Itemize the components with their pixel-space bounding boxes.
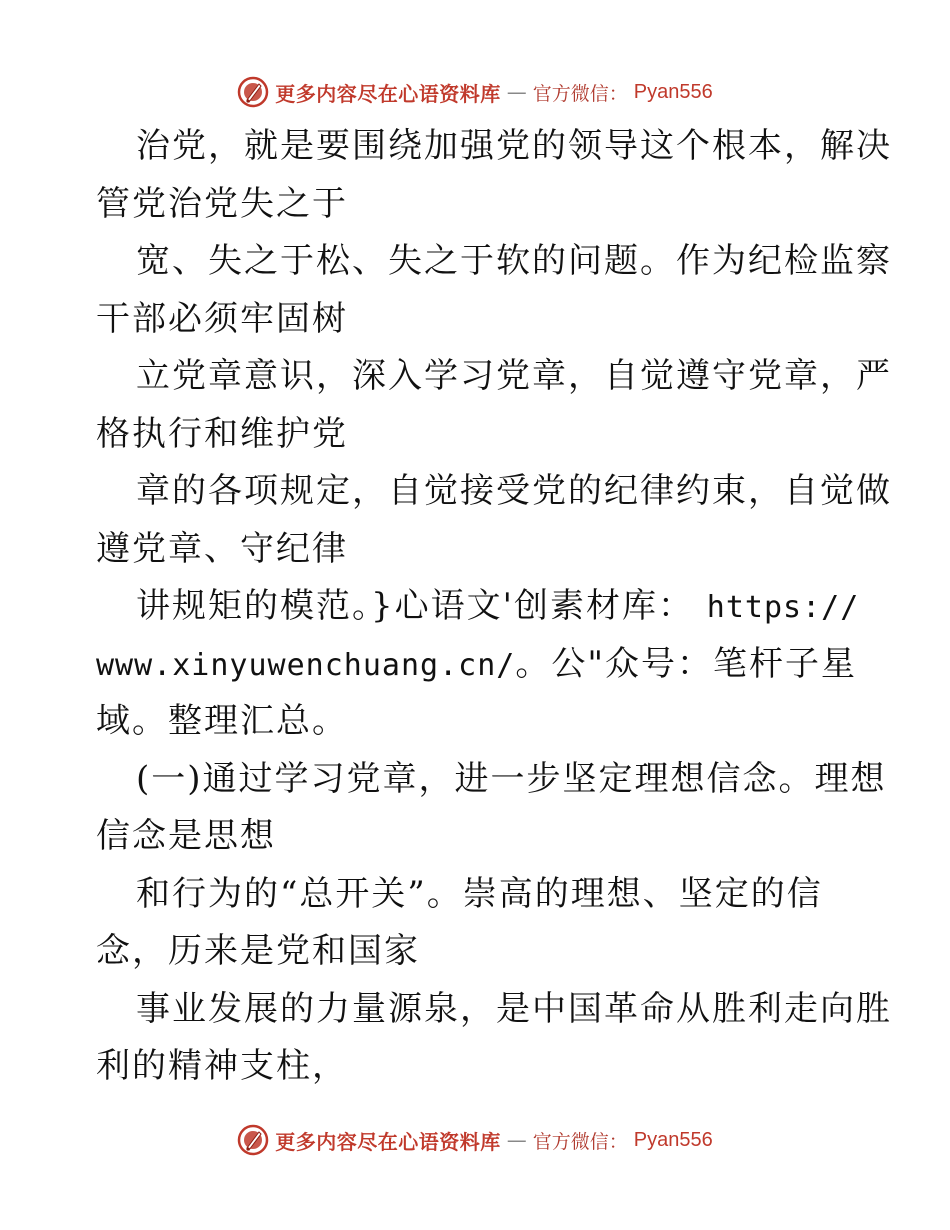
text-line-with-url — [96, 578, 866, 636]
footer-wechat-label: 官方微信： — [532, 1130, 628, 1153]
url-fragment: https:// — [706, 590, 860, 625]
text-line: 宽、失之于松、失之于软的问题。作为纪检监察 — [136, 241, 892, 281]
header-banner — [0, 72, 950, 112]
pen-quill-icon — [237, 1124, 269, 1156]
text-line: 遵党章、守纪律 — [96, 528, 348, 569]
document-body — [96, 118, 892, 1096]
pen-quill-icon — [237, 76, 269, 108]
text-line-with-url — [96, 636, 866, 694]
footer-promo-text: 更多内容尽在心语资料库 — [275, 1129, 501, 1154]
text-line: 管党治党失之于 — [96, 183, 348, 224]
text-line: 域。整理汇总。 — [96, 701, 348, 741]
text-line: (一)通过学习党章，进一步坚定理想信念。理想 — [136, 758, 887, 799]
text-line: 念，历来是党和国家 — [96, 931, 420, 971]
header-promo-text: 更多内容尽在心语资料库 — [275, 81, 501, 106]
footer-dash: — — [506, 1128, 527, 1152]
text-line: 信念是思想 — [96, 816, 276, 856]
text-line: 事业发展的力量源泉，是中国革命从胜利走向胜 — [136, 988, 892, 1029]
text-line: 和行为的“总开关”。崇高的理想、坚定的信 — [136, 873, 823, 914]
footer-banner — [0, 1120, 950, 1160]
text-line: 立党章意识，深入学习党章，自觉遵守党章，严 — [136, 356, 892, 396]
text-line: 干部必须牢固树 — [96, 298, 348, 339]
text-fragment: 讲规矩的模范。}心语文'创素材库： — [136, 586, 694, 626]
header-dash: — — [506, 80, 527, 104]
url-fragment: www.xinyuwenchuang.cn/ — [96, 647, 516, 683]
text-line: 治党，就是要围绕加强党的领导这个根本，解决 — [136, 126, 892, 166]
header-wechat-id: Pyan556 — [633, 80, 713, 103]
header-wechat-label: 官方微信： — [532, 82, 628, 105]
text-line: 格执行和维护党 — [96, 413, 348, 454]
text-line: 利的精神支柱， — [96, 1046, 348, 1086]
text-line: 章的各项规定，自觉接受党的纪律约束，自觉做 — [136, 471, 892, 511]
footer-wechat-id: Pyan556 — [633, 1128, 713, 1151]
text-fragment: 。公"众号：笔杆子星 — [515, 643, 857, 684]
